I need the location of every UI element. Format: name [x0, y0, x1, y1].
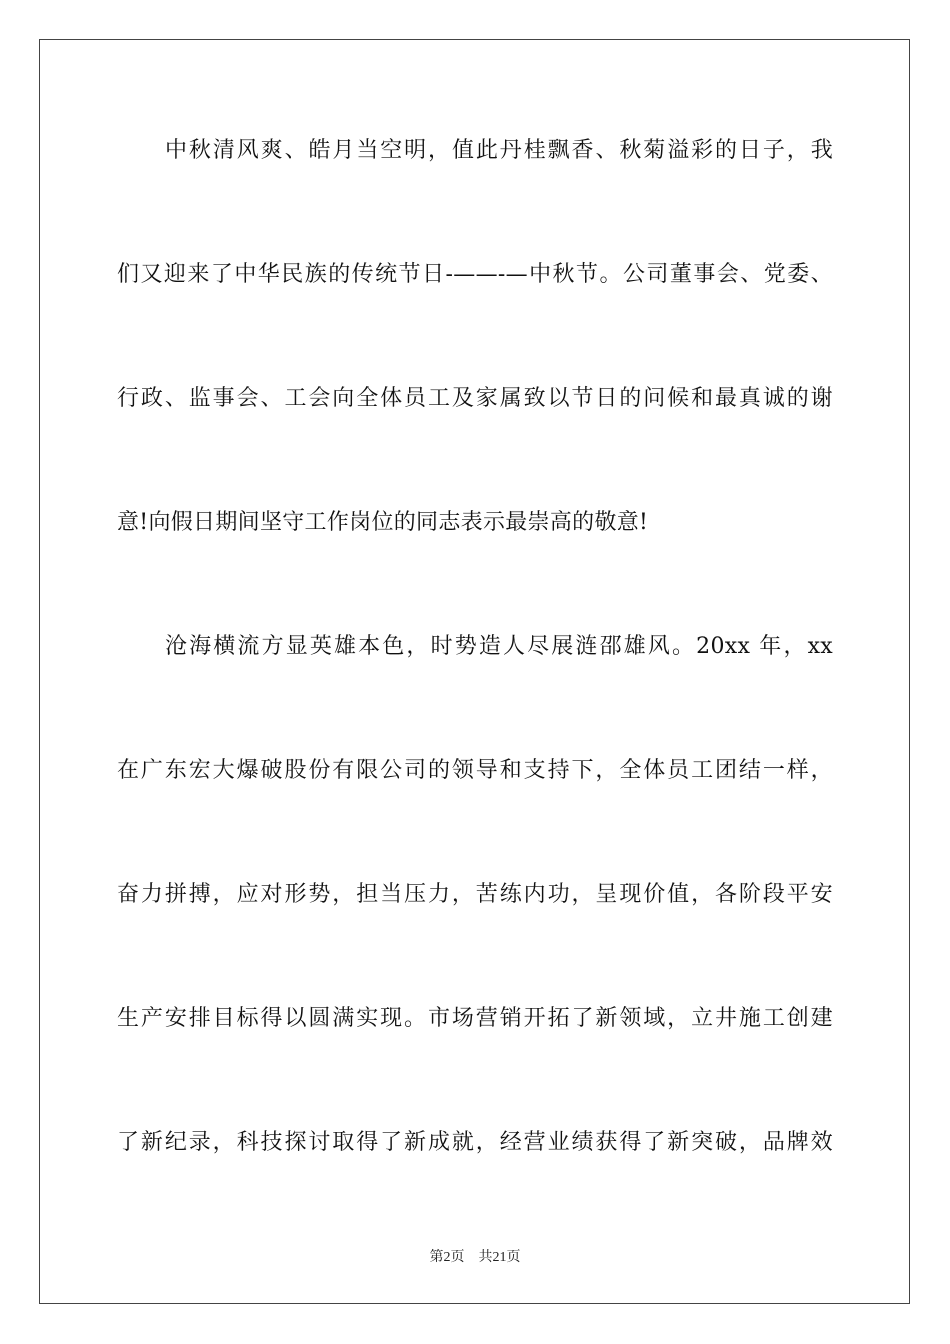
total-pages-number: 21	[492, 1250, 507, 1265]
paragraph-1-line-2: 们又迎来了中华民族的传统节日-——-—中秋节。公司董事会、党委、	[117, 262, 833, 287]
total-prefix: 共	[478, 1249, 493, 1265]
paragraph-2-line-2: 在广东宏大爆破股份有限公司的领导和支持下，全体员工团结一样，	[117, 758, 833, 783]
current-page-number: 2	[443, 1250, 451, 1265]
paragraph-1-line-4: 意!向假日期间坚守工作岗位的同志表示最崇高的敬意!	[117, 510, 649, 535]
paragraph-2-line-5: 了新纪录，科技探讨取得了新成就，经营业绩获得了新突破，品牌效	[117, 1130, 833, 1155]
paragraph-2-line-3: 奋力拼搏，应对形势，担当压力，苦练内功，呈现价值，各阶段平安	[117, 882, 833, 907]
page-suffix: 页	[450, 1249, 465, 1265]
paragraph-1-line-3: 行政、监事会、工会向全体员工及家属致以节日的问候和最真诚的谢	[117, 386, 833, 411]
paragraph-1-line-1: 中秋清风爽、皓月当空明，值此丹桂飘香、秋菊溢彩的日子，我	[165, 138, 833, 163]
total-suffix: 页	[506, 1249, 521, 1265]
page-footer	[0, 1247, 950, 1268]
page-border	[39, 39, 910, 1304]
paragraph-2-line-1: 沧海横流方显英雄本色，时势造人尽展涟邵雄风。20xx 年，xx	[165, 634, 833, 659]
page-prefix: 第	[429, 1249, 444, 1265]
paragraph-2-line-4: 生产安排目标得以圆满实现。市场营销开拓了新领域，立井施工创建	[117, 1006, 833, 1031]
